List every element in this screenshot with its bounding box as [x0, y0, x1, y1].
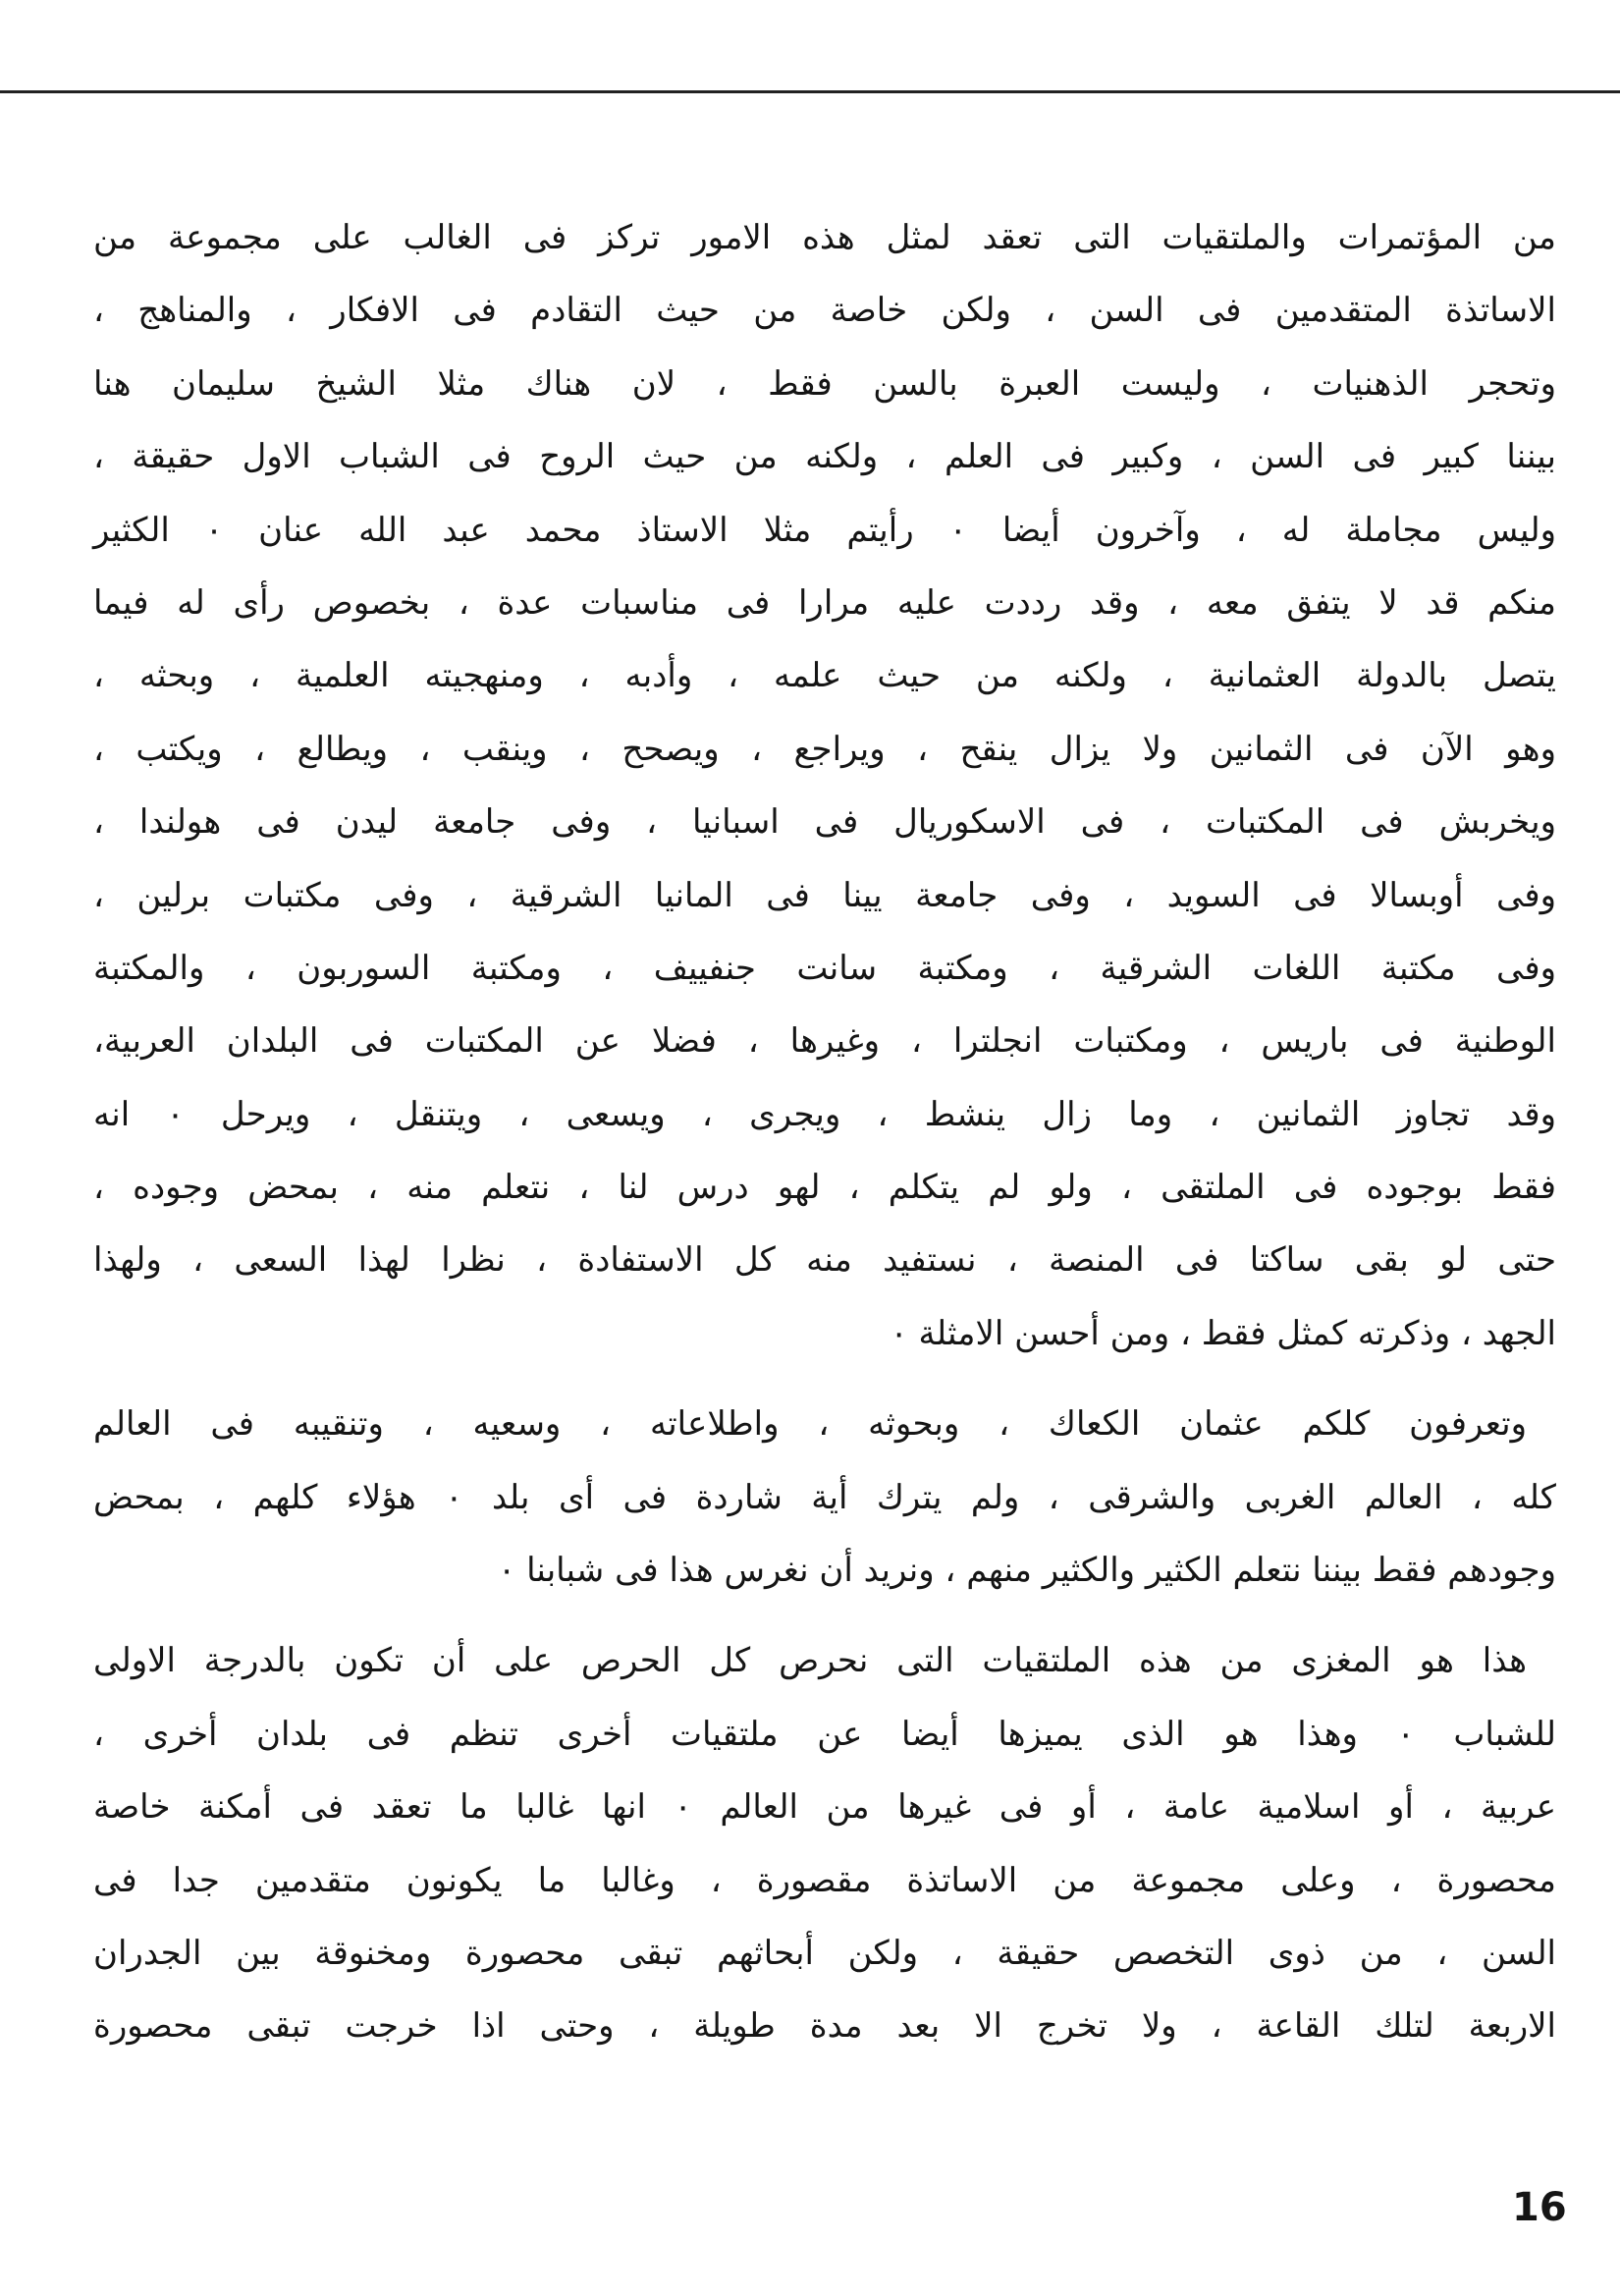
text-line: الجهد ، وذكرته كمثل فقط ، ومن أحسن الامثلة ٠ — [890, 1313, 1556, 1353]
text-line: الاربعة لتلك القاعة ، ولا تخرج الا بعد مدة طويلة ، وحتى اذا خرجت تبقى محصورة — [93, 2006, 1556, 2047]
paragraph-1 — [93, 201, 1556, 1370]
page-number: 16 — [1512, 2185, 1567, 2230]
text-line: منكم قد لا يتفق معه ، وقد رددت عليه مرارا فى مناسبات عدة ، بخصوص رأى له فيما — [93, 582, 1556, 623]
text-line: وفى أوبسالا فى السويد ، وفى جامعة يينا فى المانيا الشرقية ، وفى مكتبات برلين ، — [93, 875, 1556, 915]
text-line: وليس مجاملة له ، وآخرون أيضا ٠ رأيتم مثلا الاستاذ محمد عبد الله عنان ٠ الكثير — [93, 510, 1556, 550]
text-line: وهو الآن فى الثمانين ولا يزال ينقح ، ويراجع ، ويصحح ، وينقب ، ويطالع ، ويكتب ، — [93, 729, 1556, 769]
text-line: وتعرفون كلكم عثمان الكعاك ، وبحوثه ، واطلاعاته ، وسعيه ، وتنقيبه فى العالم — [93, 1404, 1527, 1445]
top-rule — [0, 90, 1620, 93]
text-line: السن ، من ذوى التخصص حقيقة ، ولكن أبحاثهم تبقى محصورة ومخنوقة بين الجدران — [93, 1933, 1556, 1973]
text-line: وجودهم فقط بيننا نتعلم الكثير والكثير منهم ، ونريد أن نغرس هذا فى شبابنا ٠ — [498, 1551, 1556, 1591]
text-line: فقط بوجوده فى الملتقى ، ولو لم يتكلم ، لهو درس لنا ، نتعلم منه ، بمحض وجوده ، — [93, 1168, 1556, 1208]
text-line: الوطنية فى باريس ، ومكتبات انجلترا ، وغيرها ، فضلا عن المكتبات فى البلدان العربية، — [93, 1021, 1556, 1062]
text-line: وتحجر الذهنيات ، وليست العبرة بالسن فقط ، لان هناك مثلا الشيخ سليمان هنا — [93, 363, 1556, 404]
text-line: حتى لو بقى ساكتا فى المنصة ، نستفيد منه كل الاستفادة ، نظرا لهذا السعى ، ولهذا — [93, 1240, 1556, 1281]
text-line: محصورة ، وعلى مجموعة من الاساتذة مقصورة ، وغالبا ما يكونون متقدمين جدا فى — [93, 1860, 1556, 1900]
text-line: هذا هو المغزى من هذه الملتقيات التى نحرص كل الحرص على أن تكون بالدرجة الاولى — [93, 1641, 1527, 1681]
text-line: وفى مكتبة اللغات الشرقية ، ومكتبة سانت جنفييف ، ومكتبة السوربون ، والمكتبة — [93, 948, 1556, 988]
text-line: يتصل بالدولة العثمانية ، ولكنه من حيث علمه ، وأدبه ، ومنهجيته العلمية ، وبحثه ، — [93, 656, 1556, 696]
text-line: عربية ، أو اسلامية عامة ، أو فى غيرها من العالم ٠ انها غالبا ما تعقد فى أمكنة خاصة — [93, 1787, 1556, 1828]
text-line: للشباب ٠ وهذا هو الذى يميزها أيضا عن ملتقيات أخرى تنظم فى بلدان أخرى ، — [93, 1714, 1557, 1754]
text-line: وقد تجاوز الثمانين ، وما زال ينشط ، ويجرى ، ويسعى ، ويتنقل ، ويرحل ٠ انه — [93, 1094, 1557, 1134]
page-body — [93, 201, 1556, 2063]
text-line: ويخربش فى المكتبات ، فى الاسكوريال فى اسبانيا ، وفى جامعة ليدن فى هولندا ، — [93, 802, 1556, 843]
text-line: الاساتذة المتقدمين فى السن ، ولكن خاصة من حيث التقادم فى الافكار ، والمناهج ، — [93, 291, 1556, 331]
text-line: من المؤتمرات والملتقيات التى تعقد لمثل هذه الامور تركز فى الغالب على مجموعة من — [93, 218, 1556, 257]
text-line: كله ، العالم الغربى والشرقى ، ولم يترك أية شاردة فى أى بلد ٠ هؤلاء كلهم ، بمحض — [93, 1477, 1556, 1517]
paragraph-2 — [93, 1388, 1556, 1607]
text-line: بيننا كبير فى السن ، وكبير فى العلم ، ولكنه من حيث الروح فى الشباب الاول حقيقة ، — [93, 437, 1556, 477]
paragraph-3 — [93, 1624, 1556, 2062]
